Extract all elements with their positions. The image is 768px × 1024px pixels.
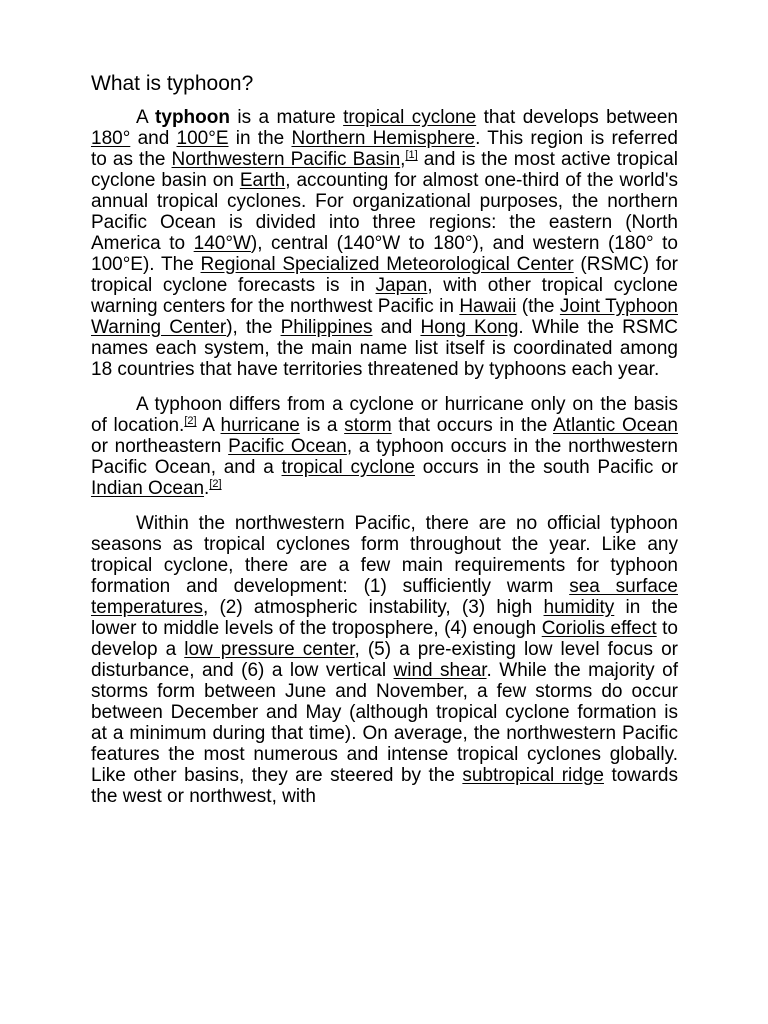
inline-link[interactable]: Japan <box>375 275 428 296</box>
inline-link[interactable]: hurricane <box>220 415 300 436</box>
text-run: A typhoon differs from a cyclone or hurricane only on the basis of location. <box>91 394 678 436</box>
citation-link[interactable]: [1] <box>405 149 418 161</box>
inline-link[interactable]: humidity <box>543 597 615 618</box>
text-run: Within the northwestern Pacific, there are no official typhoon seasons as tropical cyclones form throughout the year. Like any tropical cyclone, there are a few main requirements for typhoon formation and development: (1) sufficiently warm <box>91 513 678 597</box>
inline-link[interactable]: Philippines <box>280 317 373 338</box>
text-run: A <box>136 107 156 128</box>
text-run: , <box>400 149 406 170</box>
document-heading: What is typhoon? <box>91 72 254 95</box>
text-run: is a mature <box>229 107 344 128</box>
inline-link[interactable]: Joint Typhoon Warning Center <box>91 296 678 338</box>
inline-link[interactable]: 180° <box>91 128 131 149</box>
text-run: , (2) atmospheric instability, (3) high <box>202 597 544 618</box>
text-run: . While the majority of storms form between June and November, a few storms do occur between December and May (although tropical cyclone formation is at a minimum during that time). On average, the northwestern Pacific features the most numerous and intense tropical cyclones globally. Like other basins, they are steered by the <box>91 660 678 786</box>
inline-link[interactable]: Atlantic Ocean <box>553 415 678 436</box>
inline-link[interactable]: Regional Specialized Meteorological Center <box>200 254 574 275</box>
text-run: . <box>204 478 210 499</box>
citation <box>209 478 221 490</box>
text-run: , a typhoon occurs in the northwestern Pacific Ocean, and a <box>91 436 678 478</box>
text-run: (the <box>516 296 560 317</box>
text-run: and is the most active tropical cyclone basin on <box>91 149 678 191</box>
text-run: , accounting for almost one-third of the world's annual tropical cyclones. For organizational purposes, the northern Pacific Ocean is divided into three regions: the eastern (North America to <box>91 170 678 254</box>
text-run: ), the <box>226 317 281 338</box>
inline-link[interactable]: Hong Kong <box>420 317 519 338</box>
paragraph <box>91 513 678 807</box>
document-body <box>91 107 678 807</box>
citation-link[interactable]: [2] <box>184 415 197 427</box>
paragraph <box>91 394 678 499</box>
inline-link[interactable]: Hawaii <box>459 296 517 317</box>
text-run: is a <box>299 415 345 436</box>
text-run: to develop a <box>91 618 678 660</box>
inline-link[interactable]: Northwestern Pacific Basin <box>171 149 401 170</box>
inline-link[interactable]: storm <box>344 415 392 436</box>
inline-link[interactable]: 100°E <box>176 128 229 149</box>
text-run: occurs in the south Pacific or <box>414 457 679 478</box>
text-run: in the lower to middle levels of the troposphere, (4) enough <box>91 597 678 639</box>
text-run: , with other tropical cyclone warning centers for the northwest Pacific in <box>91 275 678 317</box>
text-run: , (5) a pre-existing low level focus or disturbance, and (6) a low vertical <box>91 639 678 681</box>
inline-link[interactable]: Indian Ocean <box>91 478 205 499</box>
paragraph <box>91 107 678 380</box>
inline-link[interactable]: wind shear <box>393 660 487 681</box>
text-run: towards the west or northwest, with <box>91 765 678 807</box>
text-run: and <box>130 128 177 149</box>
text-run: in the <box>228 128 292 149</box>
inline-link[interactable]: low pressure center <box>184 639 355 660</box>
inline-link[interactable]: tropical cyclone <box>281 457 415 478</box>
text-run: that develops between <box>476 107 679 128</box>
inline-link[interactable]: subtropical ridge <box>462 765 604 786</box>
citation <box>405 149 417 161</box>
text-run: and <box>372 317 421 338</box>
inline-link[interactable]: tropical cyclone <box>343 107 477 128</box>
text-run: . While the RSMC names each system, the main name list itself is coordinated among 18 countries that have territories threatened by typhoons each year. <box>91 317 679 380</box>
bold-term: typhoon <box>155 107 230 128</box>
citation <box>184 415 196 427</box>
inline-link[interactable]: Coriolis effect <box>541 618 657 639</box>
text-run: or northeastern <box>91 436 229 457</box>
text-run: . This region is referred to as the <box>91 128 678 170</box>
text-run: that occurs in the <box>391 415 553 436</box>
inline-link[interactable]: sea surface temperatures <box>91 576 678 618</box>
text-run: (RSMC) for tropical cyclone forecasts is in <box>91 254 678 296</box>
inline-link[interactable]: Pacific Ocean <box>228 436 347 457</box>
inline-link[interactable]: Northern Hemisphere <box>291 128 476 149</box>
inline-link[interactable]: Earth <box>239 170 286 191</box>
inline-link[interactable]: 140°W <box>193 233 251 254</box>
text-run: ), central (140°W to 180°), and western (180° to 100°E). The <box>91 233 679 275</box>
text-run: A <box>196 415 221 436</box>
citation-link[interactable]: [2] <box>209 478 222 490</box>
